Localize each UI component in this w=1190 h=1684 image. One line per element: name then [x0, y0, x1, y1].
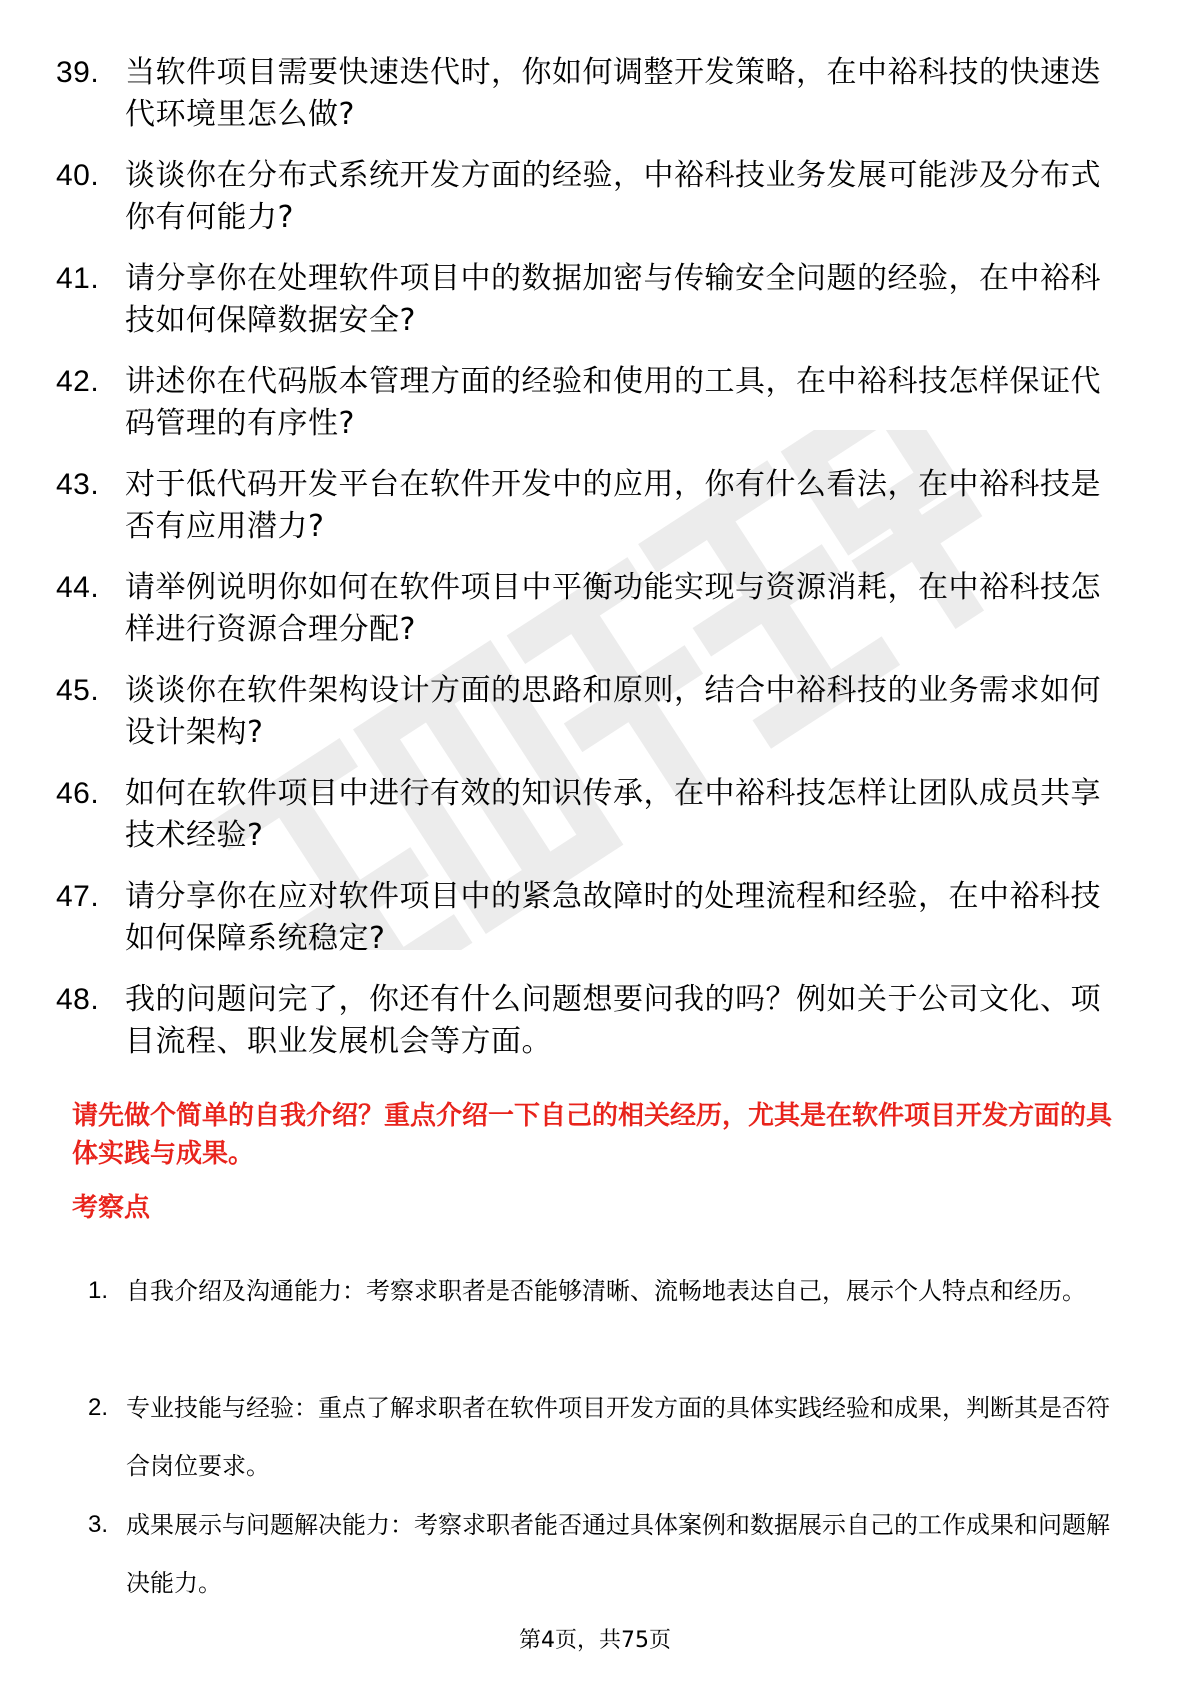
- question-number: 46.: [56, 777, 100, 810]
- question-number: 44.: [56, 571, 100, 604]
- question-number: 48.: [56, 983, 100, 1016]
- question-text: 请分享你在应对软件项目中的紧急故障时的处理流程和经验，在中裕科技如何保障系统稳定?: [125, 879, 1101, 956]
- question-text: 对于低代码开发平台在软件开发中的应用，你有什么看法，在中裕科技是否有应用潜力?: [125, 467, 1101, 544]
- question-number: 41.: [56, 262, 100, 295]
- question-item: [56, 361, 1116, 464]
- point-number: 1.: [88, 1277, 109, 1304]
- question-item: [56, 155, 1116, 258]
- assessment-point: [88, 1496, 1118, 1613]
- question-number: 42.: [56, 365, 100, 398]
- question-text: 谈谈你在软件架构设计方面的思路和原则，结合中裕科技的业务需求如何设计架构?: [125, 673, 1101, 750]
- question-text: 讲述你在代码版本管理方面的经验和使用的工具，在中裕科技怎样保证代码管理的有序性?: [125, 364, 1101, 441]
- question-text: 请举例说明你如何在软件项目中平衡功能实现与资源消耗，在中裕科技怎样进行资源合理分配?: [125, 570, 1101, 647]
- question-text: 我的问题问完了，你还有什么问题想要问我的吗？例如关于公司文化、项目流程、职业发展机会等方面。: [125, 982, 1101, 1059]
- point-number: 2.: [88, 1394, 109, 1421]
- question-item: [56, 773, 1116, 876]
- question-item: [56, 52, 1116, 155]
- assessment-point: [88, 1262, 1118, 1379]
- point-text: 成果展示与问题解决能力：考察求职者能否通过具体案例和数据展示自己的工作成果和问题解决能力。: [126, 1511, 1110, 1597]
- question-item: [56, 567, 1116, 670]
- question-list: [56, 52, 1116, 1082]
- question-item: [56, 464, 1116, 567]
- question-text: 当软件项目需要快速迭代时，你如何调整开发策略，在中裕科技的快速迭代环境里怎么做?: [125, 55, 1101, 132]
- question-text: 如何在软件项目中进行有效的知识传承，在中裕科技怎样让团队成员共享技术经验?: [125, 776, 1101, 853]
- question-text: 谈谈你在分布式系统开发方面的经验，中裕科技业务发展可能涉及分布式你有何能力?: [125, 158, 1101, 235]
- page-footer: 第4页，共75页: [519, 1628, 671, 1653]
- question-item: [56, 670, 1116, 773]
- question-number: 47.: [56, 880, 100, 913]
- question-text: 请分享你在处理软件项目中的数据加密与传输安全问题的经验，在中裕科技如何保障数据安全?: [125, 261, 1101, 338]
- question-item: [56, 258, 1116, 361]
- section-heading: 考察点: [72, 1193, 151, 1223]
- question-number: 39.: [56, 56, 100, 89]
- question-number: 43.: [56, 468, 100, 501]
- question-item: [56, 876, 1116, 979]
- highlight-question: 请先做个简单的自我介绍？重点介绍一下自己的相关经历，尤其是在软件项目开发方面的具体实践与成果。: [72, 1101, 1113, 1169]
- question-number: 40.: [56, 159, 100, 192]
- question-item: [56, 979, 1116, 1082]
- assessment-point-list: [88, 1262, 1118, 1613]
- point-number: 3.: [88, 1511, 109, 1538]
- point-text: 专业技能与经验：重点了解求职者在软件项目开发方面的具体实践经验和成果，判断其是否符合岗位要求。: [126, 1394, 1110, 1480]
- question-number: 45.: [56, 674, 100, 707]
- assessment-point: [88, 1379, 1118, 1496]
- point-text: 自我介绍及沟通能力：考察求职者是否能够清晰、流畅地表达自己，展示个人特点和经历。: [126, 1277, 1086, 1305]
